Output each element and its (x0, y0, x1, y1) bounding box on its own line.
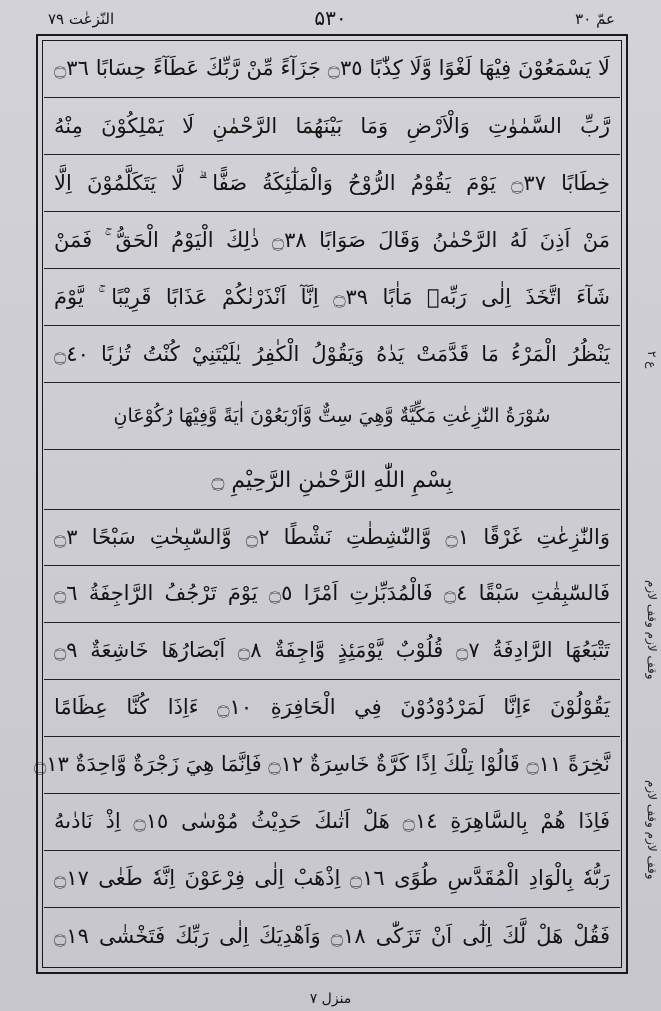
page-number: ۵۳۰ (314, 6, 347, 30)
waqf-margin-note-2: وقف لازم وقف لازم (645, 780, 659, 880)
text-line-14: فَقُلْ هَلْ لَّكَ اِلٰٓى اَنْ تَزَكّٰى ۝١٨ وَاَهْدِيَكَ اِلٰى رَبِّكَ فَتَخْشٰى ۝١٩ (54, 924, 610, 948)
text-line-5: شَآءَ اتَّخَذَ اِلٰى رَبِّهٖ مَاٰبًا ۝٣٩ اِنَّآ اَنْذَرْنٰكُمْ عَذَابًا قَرِيْبًا ۚ يَّوْمَ (44, 269, 620, 326)
text-line-13: رَبُّهٗ بِالْوَادِ الْمُقَدَّسِ طُوًى ۝١٦ اِذْهَبْ اِلٰى فِرْعَوْنَ اِنَّهٗ طَغٰى ۝١٧ (44, 851, 620, 908)
text-line-9: تَتْبَعُهَا الرَّادِفَةُ ۝٧ قُلُوْبٌ يَّوْمَئِذٍ وَّاجِفَةٌ ۝٨ اَبْصَارُهَا خَاشِعَةٌ ۝٩ (44, 623, 620, 680)
surah-heading: سُوْرَةُ النّٰزِعٰتِ مَكِّيَّةٌ وَّهِيَ سِتٌّ وَّاَرْبَعُوْنَ اٰيَةً وَّفِيْهَا رُكُوْعَانِ (44, 383, 620, 450)
text-line-12: فَاِذَا هُمْ بِالسَّاهِرَةِ ۝١٤ هَلْ اَتٰىكَ حَدِيْثُ مُوْسٰى ۝١٥ اِذْ نَادٰىهُ (44, 794, 620, 851)
text-line-11: نَّخِرَةً ۝١١ قَالُوْا تِلْكَ اِذًا كَرَّةٌ خَاسِرَةٌ ۝١٢ فَاِنَّمَا هِيَ زَجْرَةٌ وَّاحِدَةٌ ۝١٣ (44, 737, 620, 794)
text-line-6: يَنْظُرُ الْمَرْءُ مَا قَدَّمَتْ يَدٰهُ وَيَقُوْلُ الْكٰفِرُ يٰلَيْتَنِيْ كُنْتُ تُرٰبًا ۝٤٠ (44, 326, 620, 383)
manzil-footer: منزل ۷ (309, 991, 352, 1007)
text-line-10: يَقُوْلُوْنَ ءَاِنَّا لَمَرْدُوْدُوْنَ فِي الْحَافِرَةِ ۝١٠ ءَاِذَا كُنَّا عِظَامًا (44, 680, 620, 737)
text-line-4: مَنْ اَذِنَ لَهُ الرَّحْمٰنُ وَقَالَ صَوَابًا ۝٣٨ ذٰلِكَ الْيَوْمُ الْحَقُّ ۚ فَمَنْ (44, 212, 620, 269)
text-line-8: فَالسّٰبِقٰتِ سَبْقًا ۝٤ فَالْمُدَبِّرٰتِ اَمْرًا ۝٥ يَوْمَ تَرْجُفُ الرَّاجِفَةُ ۝٦ (44, 566, 620, 623)
text-line-2: رَّبِّ السَّمٰوٰتِ وَالْاَرْضِ وَمَا بَيْنَهُمَا الرَّحْمٰنِ لَا يَمْلِكُوْنَ مِنْهُ (44, 98, 620, 155)
juz-header: عمّ ۳۰ (575, 10, 615, 28)
text-line-3: خِطَابًا ۝٣٧ يَوْمَ يَقُوْمُ الرُّوْحُ وَالْمَلٰٓئِكَةُ صَفًّا ۗ لَّا يَتَكَلَّمُوْنَ اِلَّا (44, 155, 620, 212)
ruku-margin-note: ع ۲ (645, 351, 659, 369)
text-line-1: لَا يَسْمَعُوْنَ فِيْهَا لَغْوًا وَّلَا كِذّٰبًا ۝٣٥ جَزَآءً مِّنْ رَّبِّكَ عَطَآءً حِسَابًا ۝٣٦ (44, 40, 620, 98)
bismillah: بِسْمِ اللّٰهِ الرَّحْمٰنِ الرَّحِيْمِ ۝ (44, 450, 620, 510)
surah-name-header: النّزعٰت ۷۹ (48, 10, 115, 28)
waqf-margin-note-1: وقف لازم وقف لازم (645, 580, 659, 680)
text-line-7: وَالنّٰزِعٰتِ غَرْقًا ۝١ وَّالنّٰشِطٰتِ نَشْطًا ۝٢ وَّالسّٰبِحٰتِ سَبْحًا ۝٣ (44, 510, 620, 566)
